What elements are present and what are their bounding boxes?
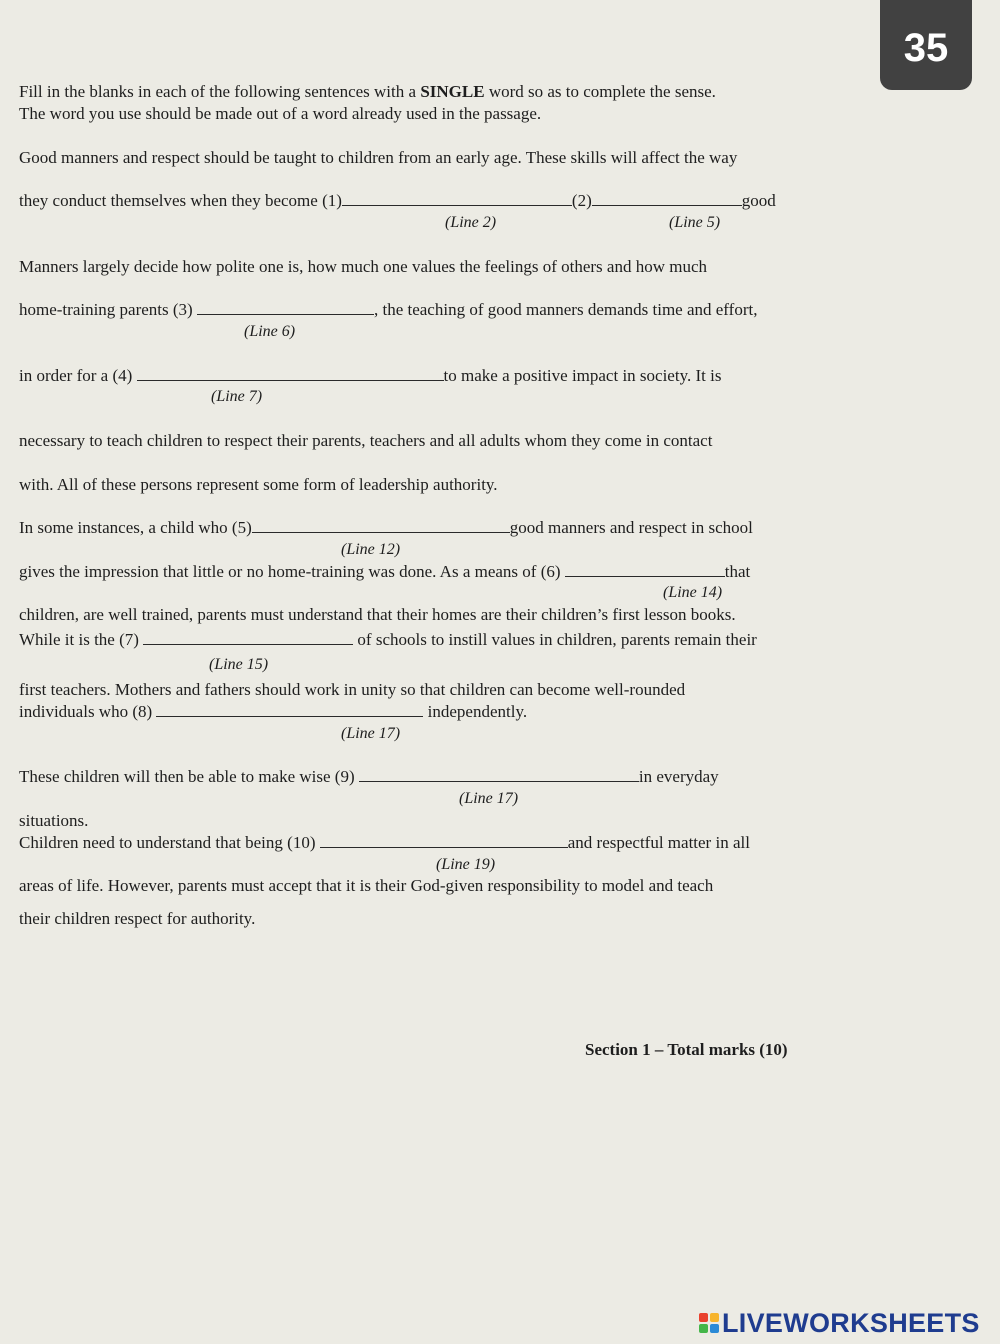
liveworksheets-wordmark: LIVEWORKSHEETS xyxy=(722,1307,980,1338)
answer-blank-5[interactable] xyxy=(252,518,510,533)
logo-square xyxy=(710,1324,719,1333)
line-reference-5: (Line 12) xyxy=(341,541,401,558)
passage-text: (2) xyxy=(571,191,592,210)
passage-text: to make a positive impact in society. It is xyxy=(443,366,722,385)
passage-line: situations. xyxy=(19,811,89,830)
passage-line xyxy=(19,518,753,538)
line-reference-9: (Line 17) xyxy=(459,790,519,807)
passage-line: areas of life. However, parents must accept that it is their God-given responsibility to model and teach xyxy=(19,876,714,895)
answer-blank-9[interactable] xyxy=(359,767,639,782)
passage-line xyxy=(19,630,757,650)
passage-text: in everyday xyxy=(638,767,719,786)
logo-square xyxy=(699,1313,708,1322)
passage-text: While it is the (7) xyxy=(19,630,144,649)
line-reference-10: (Line 19) xyxy=(436,856,496,873)
passage-line xyxy=(19,702,527,722)
passage-text: gives the impression that little or no home-training was done. As a means of (6) xyxy=(19,562,565,581)
passage-text: Children need to understand that being (10) xyxy=(19,833,320,852)
passage-line xyxy=(19,833,750,853)
answer-blank-7[interactable] xyxy=(143,630,353,645)
passage-line: first teachers. Mothers and fathers should work in unity so that children can become well-rounded xyxy=(19,680,686,699)
line-reference-7: (Line 15) xyxy=(209,656,269,673)
passage-text: that xyxy=(724,562,751,581)
passage-text: good manners and respect in school xyxy=(509,518,753,537)
page-number-badge: 35 xyxy=(880,0,972,90)
passage-text: home-training parents (3) xyxy=(19,300,197,319)
line-reference-2: (Line 5) xyxy=(669,214,721,231)
answer-blank-2[interactable] xyxy=(592,191,742,206)
liveworksheets-brand xyxy=(699,1308,980,1338)
passage-line: with. All of these persons represent some form of leadership authority. xyxy=(19,475,498,494)
passage-line: Good manners and respect should be taught to children from an early age. These skills will affect the way xyxy=(19,148,738,167)
passage-text: In some instances, a child who (5) xyxy=(19,518,252,537)
answer-blank-1[interactable] xyxy=(342,191,572,206)
passage-line xyxy=(19,767,719,787)
liveworksheets-logo-icon xyxy=(699,1313,719,1333)
instructions-text: Fill in the blanks in each of the following sentences with a xyxy=(19,82,421,101)
instructions-line-1 xyxy=(19,82,716,102)
answer-blank-3[interactable] xyxy=(197,300,374,315)
section-total-marks: Section 1 – Total marks (10) xyxy=(585,1040,788,1059)
passage-text: and respectful matter in all xyxy=(567,833,750,852)
answer-blank-8[interactable] xyxy=(156,702,423,717)
passage-text: of schools to instill values in children, parents remain their xyxy=(353,630,757,649)
answer-blank-6[interactable] xyxy=(565,562,725,577)
passage-line xyxy=(19,366,721,386)
passage-line: Manners largely decide how polite one is, how much one values the feelings of others and how much xyxy=(19,257,708,276)
passage-text: good xyxy=(741,191,776,210)
passage-line: children, are well trained, parents must understand that their homes are their children’s first lesson books. xyxy=(19,605,736,624)
passage-line: necessary to teach children to respect their parents, teachers and all adults whom they come in contact xyxy=(19,431,713,450)
passage-text: independently. xyxy=(423,702,528,721)
passage-line xyxy=(19,300,757,320)
instructions-emphasis: SINGLE xyxy=(420,82,485,101)
logo-square xyxy=(710,1313,719,1322)
instructions-text: word so as to complete the sense. xyxy=(484,82,716,101)
passage-text: individuals who (8) xyxy=(19,702,157,721)
passage-text: they conduct themselves when they become (1) xyxy=(19,191,342,210)
passage-text: in order for a (4) xyxy=(19,366,137,385)
line-reference-6: (Line 14) xyxy=(663,584,723,601)
logo-square xyxy=(699,1324,708,1333)
passage-line: their children respect for authority. xyxy=(19,909,256,928)
line-reference-4: (Line 7) xyxy=(211,388,263,405)
answer-blank-10[interactable] xyxy=(320,833,568,848)
passage-line xyxy=(19,191,776,211)
line-reference-8: (Line 17) xyxy=(341,725,401,742)
passage-text: , the teaching of good manners demands time and effort, xyxy=(373,300,758,319)
answer-blank-4[interactable] xyxy=(137,366,444,381)
line-reference-1: (Line 2) xyxy=(445,214,497,231)
instructions-line-2: The word you use should be made out of a word already used in the passage. xyxy=(19,104,542,123)
passage-text: These children will then be able to make wise (9) xyxy=(19,767,359,786)
line-reference-3: (Line 6) xyxy=(244,323,296,340)
passage-line xyxy=(19,562,750,582)
